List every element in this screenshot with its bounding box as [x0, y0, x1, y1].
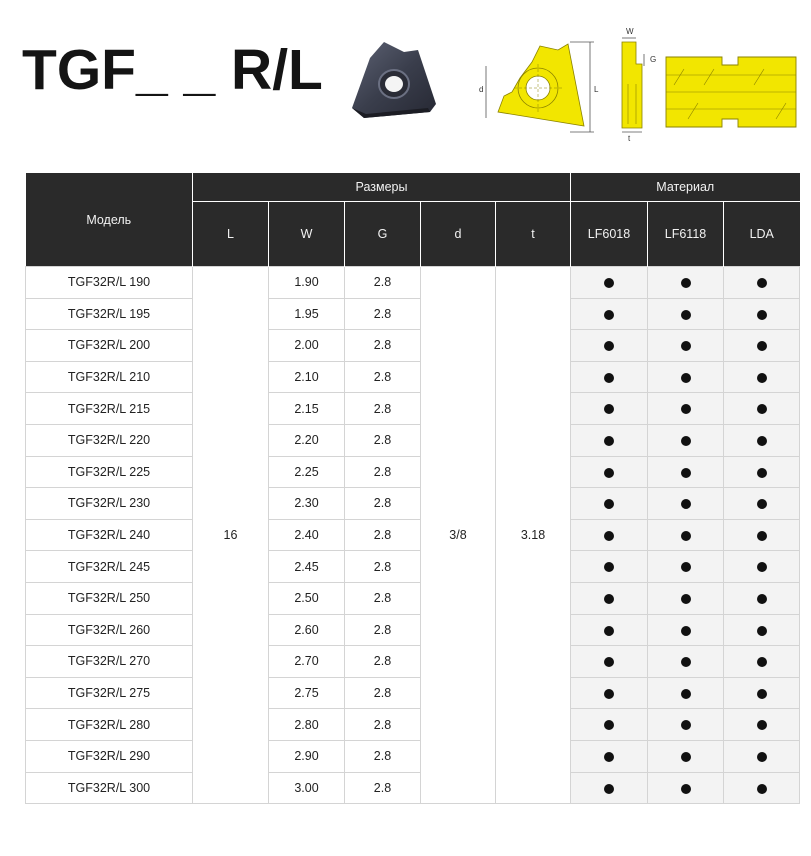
table-row — [26, 772, 800, 804]
W-cell: 2.40 — [269, 519, 345, 551]
W-cell: 3.00 — [269, 772, 345, 804]
material-cell-lf6018 — [571, 361, 648, 393]
table-row — [26, 614, 800, 646]
W-cell: 2.60 — [269, 614, 345, 646]
col-header-G: G — [345, 202, 421, 267]
shared-t-cell: 3.18 — [496, 267, 571, 804]
material-cell-lda — [724, 551, 800, 583]
filled-circle-icon — [681, 404, 691, 414]
filled-circle-icon — [757, 341, 767, 351]
model-cell: TGF32R/L 215 — [26, 393, 193, 425]
G-cell: 2.8 — [345, 582, 421, 614]
material-cell-lf6118 — [648, 361, 724, 393]
G-cell: 2.8 — [345, 519, 421, 551]
material-cell-lf6018 — [571, 424, 648, 456]
filled-circle-icon — [681, 689, 691, 699]
material-cell-lf6118 — [648, 456, 724, 488]
G-cell: 2.8 — [345, 424, 421, 456]
filled-circle-icon — [604, 657, 614, 667]
W-cell: 2.10 — [269, 361, 345, 393]
material-cell-lf6118 — [648, 488, 724, 520]
model-cell: TGF32R/L 220 — [26, 424, 193, 456]
insert-side-view-drawing — [612, 24, 662, 142]
W-cell: 2.80 — [269, 709, 345, 741]
material-cell-lda — [724, 298, 800, 330]
filled-circle-icon — [681, 499, 691, 509]
W-cell: 1.95 — [269, 298, 345, 330]
filled-circle-icon — [681, 373, 691, 383]
model-cell: TGF32R/L 210 — [26, 361, 193, 393]
filled-circle-icon — [604, 499, 614, 509]
filled-circle-icon — [757, 784, 767, 794]
filled-circle-icon — [757, 436, 767, 446]
table-row — [26, 330, 800, 362]
table-row — [26, 488, 800, 520]
material-cell-lda — [724, 646, 800, 678]
filled-circle-icon — [681, 626, 691, 636]
material-cell-lf6118 — [648, 393, 724, 425]
filled-circle-icon — [604, 278, 614, 288]
G-cell: 2.8 — [345, 456, 421, 488]
table-row — [26, 361, 800, 393]
filled-circle-icon — [604, 752, 614, 762]
material-cell-lf6018 — [571, 330, 648, 362]
material-cell-lf6018 — [571, 772, 648, 804]
filled-circle-icon — [681, 468, 691, 478]
material-cell-lf6018 — [571, 551, 648, 583]
label-t: t — [628, 134, 631, 142]
table-row — [26, 298, 800, 330]
W-cell: 2.15 — [269, 393, 345, 425]
table-row — [26, 677, 800, 709]
table-row — [26, 519, 800, 551]
filled-circle-icon — [757, 626, 767, 636]
material-cell-lf6118 — [648, 298, 724, 330]
material-cell-lda — [724, 456, 800, 488]
filled-circle-icon — [681, 341, 691, 351]
table-row — [26, 456, 800, 488]
material-cell-lf6018 — [571, 677, 648, 709]
table-row — [26, 740, 800, 772]
shared-d-cell: 3/8 — [421, 267, 496, 804]
filled-circle-icon — [604, 626, 614, 636]
G-cell: 2.8 — [345, 772, 421, 804]
insert-top-view-drawing — [664, 55, 799, 130]
col-header-W: W — [269, 202, 345, 267]
material-cell-lf6118 — [648, 582, 724, 614]
filled-circle-icon — [681, 436, 691, 446]
material-cell-lf6018 — [571, 519, 648, 551]
W-cell: 2.25 — [269, 456, 345, 488]
filled-circle-icon — [604, 531, 614, 541]
filled-circle-icon — [681, 720, 691, 730]
label-W: W — [626, 27, 634, 36]
table-row — [26, 267, 800, 299]
model-cell: TGF32R/L 275 — [26, 677, 193, 709]
material-cell-lf6118 — [648, 267, 724, 299]
filled-circle-icon — [604, 310, 614, 320]
spec-table — [25, 173, 800, 804]
col-header-d: d — [421, 202, 496, 267]
material-cell-lf6018 — [571, 646, 648, 678]
filled-circle-icon — [604, 594, 614, 604]
model-cell: TGF32R/L 200 — [26, 330, 193, 362]
model-cell: TGF32R/L 190 — [26, 267, 193, 299]
model-cell: TGF32R/L 270 — [26, 646, 193, 678]
model-cell: TGF32R/L 195 — [26, 298, 193, 330]
G-cell: 2.8 — [345, 298, 421, 330]
G-cell: 2.8 — [345, 267, 421, 299]
table-row — [26, 582, 800, 614]
model-header: Модель — [26, 173, 193, 267]
material-cell-lf6018 — [571, 614, 648, 646]
W-cell: 2.45 — [269, 551, 345, 583]
filled-circle-icon — [681, 531, 691, 541]
filled-circle-icon — [681, 784, 691, 794]
material-cell-lda — [724, 361, 800, 393]
material-cell-lf6118 — [648, 646, 724, 678]
filled-circle-icon — [604, 341, 614, 351]
material-cell-lf6118 — [648, 772, 724, 804]
table-body — [26, 267, 800, 804]
material-cell-lda — [724, 582, 800, 614]
material-cell-lf6118 — [648, 330, 724, 362]
filled-circle-icon — [757, 689, 767, 699]
model-cell: TGF32R/L 280 — [26, 709, 193, 741]
table-row — [26, 551, 800, 583]
filled-circle-icon — [757, 594, 767, 604]
filled-circle-icon — [757, 720, 767, 730]
filled-circle-icon — [604, 404, 614, 414]
W-cell: 2.70 — [269, 646, 345, 678]
W-cell: 2.20 — [269, 424, 345, 456]
shared-L-cell: 16 — [193, 267, 269, 804]
G-cell: 2.8 — [345, 709, 421, 741]
material-cell-lf6118 — [648, 424, 724, 456]
material-cell-lf6118 — [648, 519, 724, 551]
material-cell-lda — [724, 677, 800, 709]
filled-circle-icon — [757, 531, 767, 541]
material-cell-lda — [724, 709, 800, 741]
col-header-lf6018: LF6018 — [571, 202, 648, 267]
material-cell-lda — [724, 393, 800, 425]
filled-circle-icon — [681, 310, 691, 320]
filled-circle-icon — [681, 278, 691, 288]
col-header-L: L — [193, 202, 269, 267]
W-cell: 1.90 — [269, 267, 345, 299]
material-cell-lda — [724, 267, 800, 299]
W-cell: 2.90 — [269, 740, 345, 772]
col-header-t: t — [496, 202, 571, 267]
material-cell-lf6018 — [571, 488, 648, 520]
G-cell: 2.8 — [345, 646, 421, 678]
filled-circle-icon — [681, 594, 691, 604]
material-cell-lda — [724, 740, 800, 772]
dimensions-header: Размеры — [193, 173, 571, 202]
material-cell-lf6018 — [571, 456, 648, 488]
material-cell-lf6118 — [648, 677, 724, 709]
filled-circle-icon — [681, 562, 691, 572]
material-cell-lda — [724, 330, 800, 362]
material-cell-lf6018 — [571, 740, 648, 772]
insert-photo — [344, 38, 444, 122]
model-cell: TGF32R/L 230 — [26, 488, 193, 520]
col-header-lda: LDA — [724, 202, 800, 267]
G-cell: 2.8 — [345, 677, 421, 709]
G-cell: 2.8 — [345, 740, 421, 772]
material-cell-lf6118 — [648, 709, 724, 741]
label-G: G — [650, 55, 657, 64]
material-cell-lda — [724, 772, 800, 804]
model-cell: TGF32R/L 225 — [26, 456, 193, 488]
filled-circle-icon — [757, 404, 767, 414]
material-cell-lf6118 — [648, 740, 724, 772]
model-cell: TGF32R/L 245 — [26, 551, 193, 583]
material-cell-lda — [724, 488, 800, 520]
filled-circle-icon — [681, 752, 691, 762]
material-header: Материал — [571, 173, 800, 202]
model-cell: TGF32R/L 250 — [26, 582, 193, 614]
W-cell: 2.00 — [269, 330, 345, 362]
filled-circle-icon — [604, 436, 614, 446]
material-cell-lf6118 — [648, 551, 724, 583]
filled-circle-icon — [681, 657, 691, 667]
filled-circle-icon — [757, 562, 767, 572]
G-cell: 2.8 — [345, 614, 421, 646]
insert-front-view-drawing — [476, 22, 606, 140]
table-row — [26, 646, 800, 678]
G-cell: 2.8 — [345, 551, 421, 583]
material-cell-lda — [724, 614, 800, 646]
label-L: L — [594, 85, 599, 94]
col-header-lf6118: LF6118 — [648, 202, 724, 267]
G-cell: 2.8 — [345, 361, 421, 393]
page-title: TGF_ _ R/L — [22, 38, 323, 102]
material-cell-lf6018 — [571, 709, 648, 741]
material-cell-lf6018 — [571, 393, 648, 425]
W-cell: 2.30 — [269, 488, 345, 520]
filled-circle-icon — [757, 310, 767, 320]
material-cell-lda — [724, 519, 800, 551]
G-cell: 2.8 — [345, 330, 421, 362]
filled-circle-icon — [757, 499, 767, 509]
filled-circle-icon — [604, 468, 614, 478]
material-cell-lf6018 — [571, 267, 648, 299]
W-cell: 2.50 — [269, 582, 345, 614]
filled-circle-icon — [604, 373, 614, 383]
filled-circle-icon — [604, 689, 614, 699]
filled-circle-icon — [757, 657, 767, 667]
filled-circle-icon — [604, 720, 614, 730]
material-cell-lf6018 — [571, 582, 648, 614]
model-cell: TGF32R/L 260 — [26, 614, 193, 646]
filled-circle-icon — [757, 468, 767, 478]
material-cell-lf6118 — [648, 614, 724, 646]
table-row — [26, 424, 800, 456]
table-row — [26, 709, 800, 741]
filled-circle-icon — [757, 373, 767, 383]
label-d: d — [479, 85, 484, 94]
filled-circle-icon — [757, 278, 767, 288]
W-cell: 2.75 — [269, 677, 345, 709]
filled-circle-icon — [604, 784, 614, 794]
filled-circle-icon — [604, 562, 614, 572]
G-cell: 2.8 — [345, 488, 421, 520]
material-cell-lf6018 — [571, 298, 648, 330]
material-cell-lda — [724, 424, 800, 456]
G-cell: 2.8 — [345, 393, 421, 425]
model-cell: TGF32R/L 300 — [26, 772, 193, 804]
model-cell: TGF32R/L 240 — [26, 519, 193, 551]
table-row — [26, 393, 800, 425]
model-cell: TGF32R/L 290 — [26, 740, 193, 772]
filled-circle-icon — [757, 752, 767, 762]
